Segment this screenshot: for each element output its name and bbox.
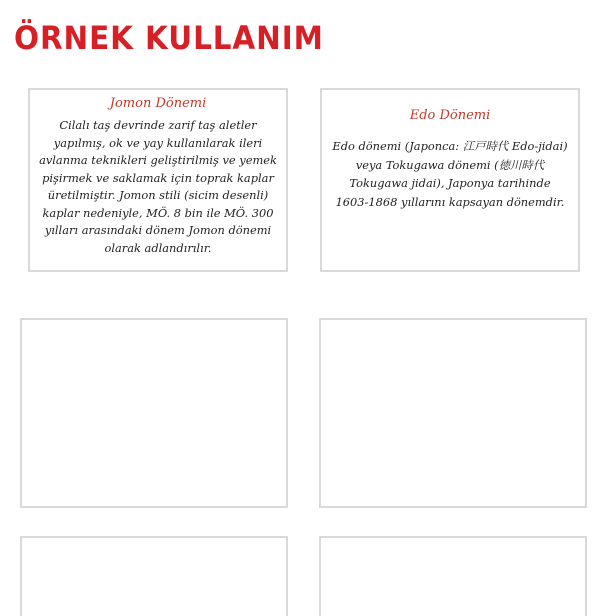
storyboard-card-jomon[interactable] [28, 88, 288, 272]
card-description: Edo dönemi (Japonca: 江戸時代 Edo-jidai) veya Tokugawa dönemi (徳川時代 Tokugawa jidai), Japonya tarihinde 1603-1868 yıllarını kapsayan dönemdir. [332, 139, 568, 209]
card-description: Cilalı taş devrinde zarif taş aletler yapılmış, ok ve yay kullanılarak ileri avlanma teknikleri geliştirilmiş ve yemek pişirmek ve saklamak için toprak kaplar üretilmiştir. Jomon stili (sicim desenli) kaplar nedeniyle, MÖ. 8 bin ile MÖ. 300 yılları arasındaki dönem Jomon dönemi olarak adlandırılır. [39, 118, 277, 255]
empty-storyboard-cell[interactable] [20, 536, 288, 616]
empty-storyboard-cell[interactable] [319, 536, 587, 616]
card-title: Jomon Dönemi [109, 96, 207, 111]
empty-storyboard-cell[interactable] [20, 318, 288, 508]
empty-storyboard-cell[interactable] [319, 318, 587, 508]
page-title: ÖRNEK KULLANIM [14, 19, 324, 57]
card-title: Edo Dönemi [409, 108, 491, 123]
storyboard-card-edo[interactable] [320, 88, 580, 272]
